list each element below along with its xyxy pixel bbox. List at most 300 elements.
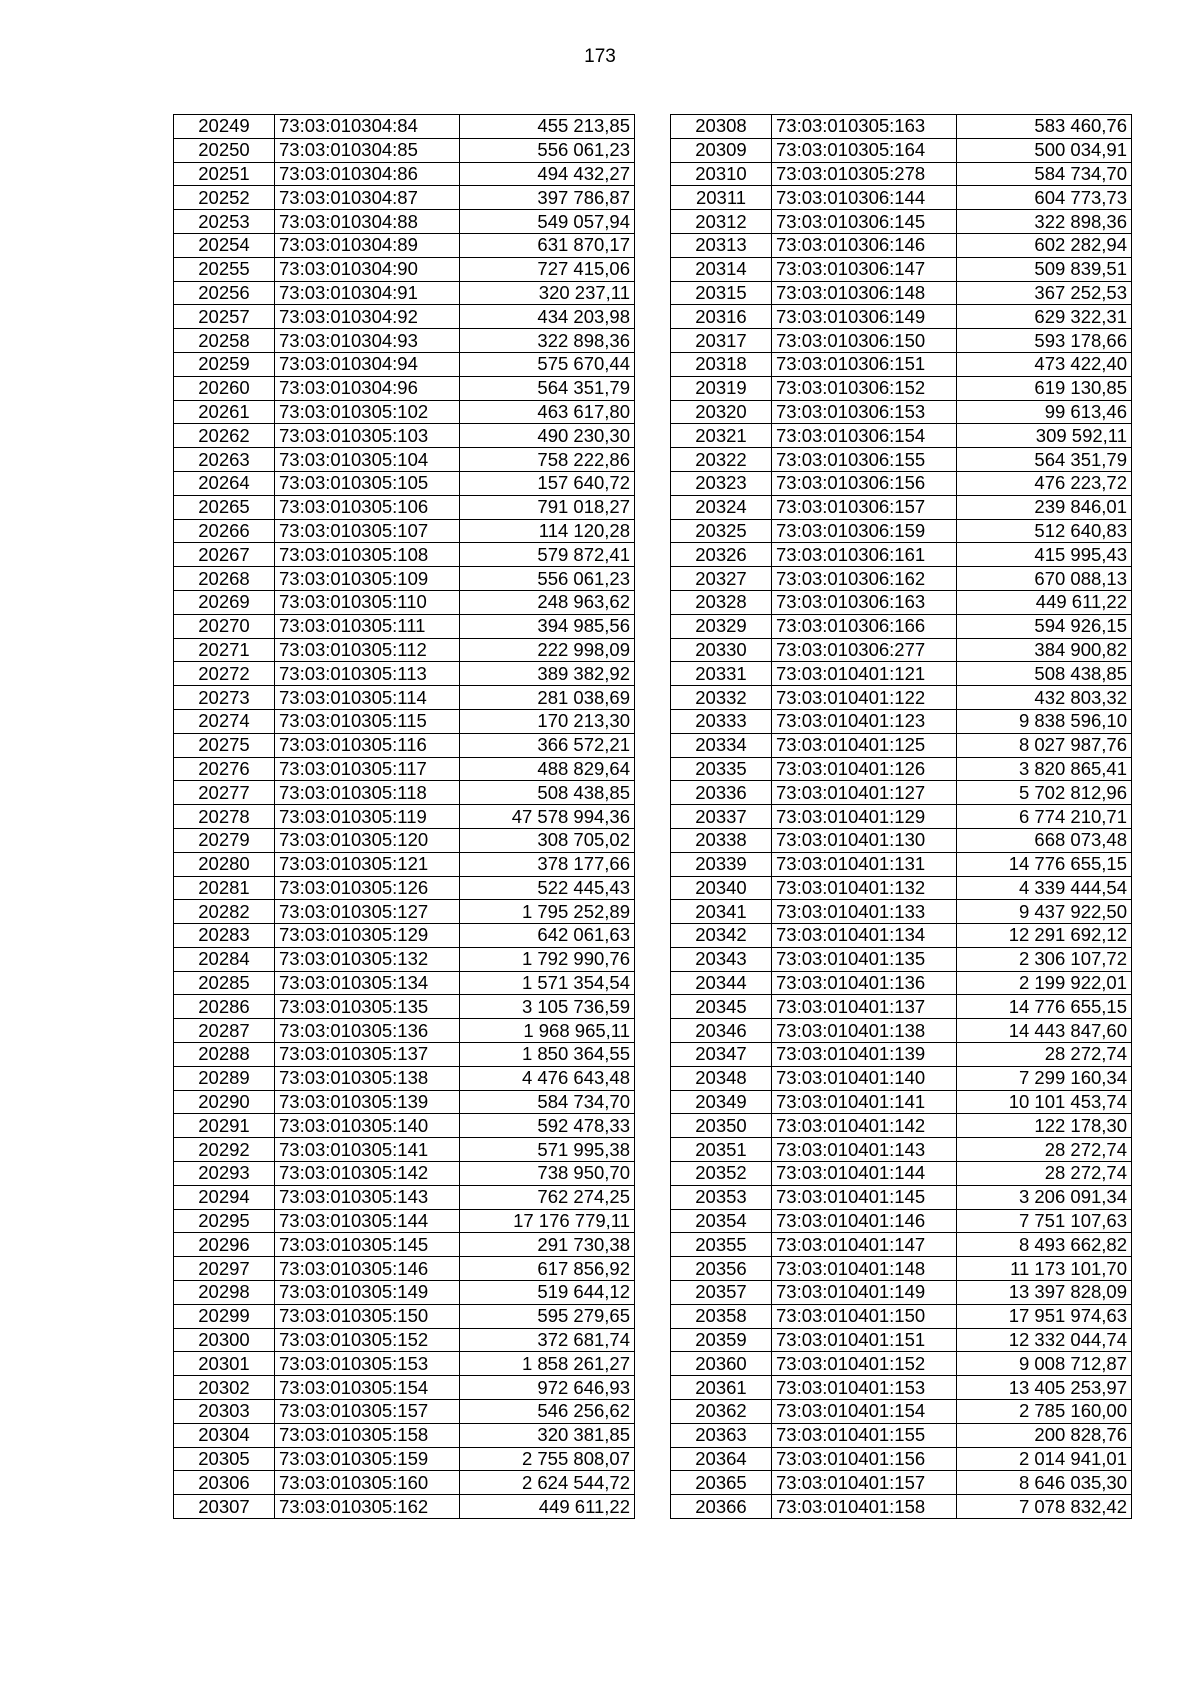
cadastral-value: 522 445,43 xyxy=(460,876,635,900)
cadastral-number: 73:03:010304:91 xyxy=(275,281,460,305)
row-number: 20250 xyxy=(174,138,275,162)
table-row xyxy=(671,1328,1132,1352)
table-row xyxy=(671,757,1132,781)
cadastral-number: 73:03:010305:152 xyxy=(275,1328,460,1352)
row-number: 20289 xyxy=(174,1066,275,1090)
cadastral-value: 476 223,72 xyxy=(957,471,1132,495)
row-number: 20290 xyxy=(174,1090,275,1114)
table-row xyxy=(174,329,635,353)
cadastral-number: 73:03:010401:148 xyxy=(772,1257,957,1281)
row-number: 20345 xyxy=(671,995,772,1019)
table-row xyxy=(671,352,1132,376)
row-number: 20347 xyxy=(671,1043,772,1067)
cadastral-value: 11 173 101,70 xyxy=(957,1257,1132,1281)
cadastral-number: 73:03:010401:136 xyxy=(772,971,957,995)
table-row xyxy=(671,1400,1132,1424)
table-row xyxy=(671,1233,1132,1257)
cadastral-number: 73:03:010401:151 xyxy=(772,1328,957,1352)
row-number: 20309 xyxy=(671,138,772,162)
cadastral-number: 73:03:010401:155 xyxy=(772,1423,957,1447)
cadastral-number: 73:03:010306:147 xyxy=(772,257,957,281)
cadastral-number: 73:03:010305:160 xyxy=(275,1471,460,1495)
row-number: 20344 xyxy=(671,971,772,995)
cadastral-number: 73:03:010305:120 xyxy=(275,828,460,852)
table-row xyxy=(174,495,635,519)
table-row xyxy=(671,543,1132,567)
row-number: 20303 xyxy=(174,1400,275,1424)
cadastral-number: 73:03:010401:125 xyxy=(772,733,957,757)
cadastral-value: 320 237,11 xyxy=(460,281,635,305)
cadastral-number: 73:03:010306:150 xyxy=(772,329,957,353)
table-row xyxy=(174,115,635,139)
cadastral-number: 73:03:010305:139 xyxy=(275,1090,460,1114)
cadastral-value: 17 951 974,63 xyxy=(957,1304,1132,1328)
cadastral-value: 8 646 035,30 xyxy=(957,1471,1132,1495)
row-number: 20277 xyxy=(174,781,275,805)
cadastral-number: 73:03:010305:135 xyxy=(275,995,460,1019)
cadastral-number: 73:03:010401:129 xyxy=(772,805,957,829)
cadastral-number: 73:03:010305:149 xyxy=(275,1281,460,1305)
table-left xyxy=(173,114,635,1519)
cadastral-number: 73:03:010306:155 xyxy=(772,448,957,472)
row-number: 20261 xyxy=(174,400,275,424)
table-row xyxy=(671,971,1132,995)
row-number: 20333 xyxy=(671,709,772,733)
row-number: 20262 xyxy=(174,424,275,448)
cadastral-number: 73:03:010305:278 xyxy=(772,162,957,186)
cadastral-number: 73:03:010305:109 xyxy=(275,567,460,591)
cadastral-value: 12 291 692,12 xyxy=(957,924,1132,948)
table-row xyxy=(671,210,1132,234)
row-number: 20338 xyxy=(671,828,772,852)
cadastral-value: 571 995,38 xyxy=(460,1138,635,1162)
cadastral-value: 490 230,30 xyxy=(460,424,635,448)
row-number: 20276 xyxy=(174,757,275,781)
row-number: 20257 xyxy=(174,305,275,329)
cadastral-value: 602 282,94 xyxy=(957,233,1132,257)
cadastral-value: 3 105 736,59 xyxy=(460,995,635,1019)
row-number: 20284 xyxy=(174,947,275,971)
cadastral-number: 73:03:010401:130 xyxy=(772,828,957,852)
row-number: 20293 xyxy=(174,1162,275,1186)
cadastral-number: 73:03:010305:134 xyxy=(275,971,460,995)
cadastral-number: 73:03:010401:126 xyxy=(772,757,957,781)
table-row xyxy=(671,1281,1132,1305)
cadastral-value: 322 898,36 xyxy=(460,329,635,353)
row-number: 20312 xyxy=(671,210,772,234)
cadastral-value: 10 101 453,74 xyxy=(957,1090,1132,1114)
table-row xyxy=(671,519,1132,543)
cadastral-value: 455 213,85 xyxy=(460,115,635,139)
cadastral-value: 3 206 091,34 xyxy=(957,1185,1132,1209)
row-number: 20340 xyxy=(671,876,772,900)
table-row xyxy=(174,471,635,495)
cadastral-number: 73:03:010306:153 xyxy=(772,400,957,424)
cadastral-number: 73:03:010306:157 xyxy=(772,495,957,519)
cadastral-number: 73:03:010306:166 xyxy=(772,614,957,638)
row-number: 20356 xyxy=(671,1257,772,1281)
cadastral-value: 593 178,66 xyxy=(957,329,1132,353)
table-row xyxy=(174,757,635,781)
table-row xyxy=(671,1043,1132,1067)
table-row xyxy=(671,638,1132,662)
table-row xyxy=(174,1447,635,1471)
cadastral-number: 73:03:010401:158 xyxy=(772,1495,957,1519)
row-number: 20323 xyxy=(671,471,772,495)
row-number: 20310 xyxy=(671,162,772,186)
cadastral-value: 28 272,74 xyxy=(957,1043,1132,1067)
cadastral-number: 73:03:010401:147 xyxy=(772,1233,957,1257)
cadastral-number: 73:03:010306:151 xyxy=(772,352,957,376)
row-number: 20315 xyxy=(671,281,772,305)
cadastral-number: 73:03:010401:127 xyxy=(772,781,957,805)
row-number: 20361 xyxy=(671,1376,772,1400)
cadastral-number: 73:03:010305:157 xyxy=(275,1400,460,1424)
table-row xyxy=(671,686,1132,710)
row-number: 20311 xyxy=(671,186,772,210)
row-number: 20266 xyxy=(174,519,275,543)
row-number: 20274 xyxy=(174,709,275,733)
row-number: 20302 xyxy=(174,1376,275,1400)
cadastral-value: 47 578 994,36 xyxy=(460,805,635,829)
row-number: 20350 xyxy=(671,1114,772,1138)
cadastral-number: 73:03:010306:156 xyxy=(772,471,957,495)
table-row xyxy=(174,1257,635,1281)
table-row xyxy=(174,709,635,733)
table-row xyxy=(174,567,635,591)
cadastral-number: 73:03:010305:158 xyxy=(275,1423,460,1447)
table-row xyxy=(671,947,1132,971)
cadastral-number: 73:03:010306:159 xyxy=(772,519,957,543)
table-row xyxy=(174,995,635,1019)
table-row xyxy=(671,1209,1132,1233)
row-number: 20305 xyxy=(174,1447,275,1471)
cadastral-number: 73:03:010305:136 xyxy=(275,1019,460,1043)
cadastral-value: 308 705,02 xyxy=(460,828,635,852)
cadastral-value: 2 014 941,01 xyxy=(957,1447,1132,1471)
table-row xyxy=(671,233,1132,257)
row-number: 20335 xyxy=(671,757,772,781)
cadastral-number: 73:03:010306:152 xyxy=(772,376,957,400)
cadastral-value: 7 751 107,63 xyxy=(957,1209,1132,1233)
table-row xyxy=(671,257,1132,281)
cadastral-value: 508 438,85 xyxy=(460,781,635,805)
table-row xyxy=(174,1400,635,1424)
row-number: 20278 xyxy=(174,805,275,829)
cadastral-value: 549 057,94 xyxy=(460,210,635,234)
table-row xyxy=(174,162,635,186)
cadastral-value: 28 272,74 xyxy=(957,1162,1132,1186)
cadastral-number: 73:03:010401:132 xyxy=(772,876,957,900)
cadastral-value: 594 926,15 xyxy=(957,614,1132,638)
table-row xyxy=(671,305,1132,329)
cadastral-value: 509 839,51 xyxy=(957,257,1132,281)
row-number: 20254 xyxy=(174,233,275,257)
cadastral-number: 73:03:010304:90 xyxy=(275,257,460,281)
cadastral-number: 73:03:010305:146 xyxy=(275,1257,460,1281)
cadastral-value: 378 177,66 xyxy=(460,852,635,876)
cadastral-number: 73:03:010305:159 xyxy=(275,1447,460,1471)
cadastral-number: 73:03:010305:143 xyxy=(275,1185,460,1209)
table-row xyxy=(671,495,1132,519)
row-number: 20330 xyxy=(671,638,772,662)
row-number: 20337 xyxy=(671,805,772,829)
cadastral-value: 9 437 922,50 xyxy=(957,900,1132,924)
cadastral-value: 575 670,44 xyxy=(460,352,635,376)
cadastral-number: 73:03:010305:104 xyxy=(275,448,460,472)
cadastral-number: 73:03:010305:138 xyxy=(275,1066,460,1090)
row-number: 20306 xyxy=(174,1471,275,1495)
row-number: 20336 xyxy=(671,781,772,805)
cadastral-number: 73:03:010305:163 xyxy=(772,115,957,139)
cadastral-value: 4 476 643,48 xyxy=(460,1066,635,1090)
cadastral-number: 73:03:010304:89 xyxy=(275,233,460,257)
cadastral-value: 631 870,17 xyxy=(460,233,635,257)
row-number: 20353 xyxy=(671,1185,772,1209)
cadastral-number: 73:03:010305:107 xyxy=(275,519,460,543)
cadastral-value: 512 640,83 xyxy=(957,519,1132,543)
row-number: 20317 xyxy=(671,329,772,353)
cadastral-number: 73:03:010306:163 xyxy=(772,590,957,614)
row-number: 20268 xyxy=(174,567,275,591)
table-row xyxy=(174,662,635,686)
cadastral-number: 73:03:010401:137 xyxy=(772,995,957,1019)
cadastral-number: 73:03:010305:141 xyxy=(275,1138,460,1162)
cadastral-value: 668 073,48 xyxy=(957,828,1132,852)
table-row xyxy=(671,924,1132,948)
row-number: 20249 xyxy=(174,115,275,139)
table-row xyxy=(671,281,1132,305)
table-row xyxy=(174,210,635,234)
cadastral-value: 122 178,30 xyxy=(957,1114,1132,1138)
row-number: 20296 xyxy=(174,1233,275,1257)
table-row xyxy=(174,1495,635,1519)
cadastral-number: 73:03:010401:134 xyxy=(772,924,957,948)
row-number: 20270 xyxy=(174,614,275,638)
cadastral-number: 73:03:010305:150 xyxy=(275,1304,460,1328)
cadastral-value: 281 038,69 xyxy=(460,686,635,710)
table-row xyxy=(174,805,635,829)
row-number: 20352 xyxy=(671,1162,772,1186)
cadastral-value: 14 776 655,15 xyxy=(957,852,1132,876)
table-row xyxy=(671,186,1132,210)
table-row xyxy=(174,233,635,257)
table-row xyxy=(174,638,635,662)
row-number: 20351 xyxy=(671,1138,772,1162)
table-row xyxy=(671,1257,1132,1281)
cadastral-value: 670 088,13 xyxy=(957,567,1132,591)
table-row xyxy=(671,900,1132,924)
cadastral-number: 73:03:010305:153 xyxy=(275,1352,460,1376)
cadastral-number: 73:03:010305:102 xyxy=(275,400,460,424)
cadastral-number: 73:03:010401:131 xyxy=(772,852,957,876)
table-row xyxy=(174,1043,635,1067)
cadastral-value: 9 838 596,10 xyxy=(957,709,1132,733)
table-row xyxy=(671,781,1132,805)
row-number: 20366 xyxy=(671,1495,772,1519)
cadastral-number: 73:03:010401:144 xyxy=(772,1162,957,1186)
cadastral-number: 73:03:010305:117 xyxy=(275,757,460,781)
table-row xyxy=(174,1352,635,1376)
cadastral-number: 73:03:010306:146 xyxy=(772,233,957,257)
cadastral-value: 320 381,85 xyxy=(460,1423,635,1447)
cadastral-value: 2 306 107,72 xyxy=(957,947,1132,971)
cadastral-value: 556 061,23 xyxy=(460,138,635,162)
cadastral-value: 384 900,82 xyxy=(957,638,1132,662)
cadastral-value: 494 432,27 xyxy=(460,162,635,186)
cadastral-value: 583 460,76 xyxy=(957,115,1132,139)
cadastral-value: 519 644,12 xyxy=(460,1281,635,1305)
cadastral-number: 73:03:010305:137 xyxy=(275,1043,460,1067)
row-number: 20288 xyxy=(174,1043,275,1067)
cadastral-number: 73:03:010401:156 xyxy=(772,1447,957,1471)
row-number: 20300 xyxy=(174,1328,275,1352)
cadastral-value: 397 786,87 xyxy=(460,186,635,210)
row-number: 20258 xyxy=(174,329,275,353)
cadastral-number: 73:03:010304:94 xyxy=(275,352,460,376)
cadastral-number: 73:03:010401:149 xyxy=(772,1281,957,1305)
row-number: 20364 xyxy=(671,1447,772,1471)
table-row xyxy=(671,1376,1132,1400)
row-number: 20320 xyxy=(671,400,772,424)
row-number: 20329 xyxy=(671,614,772,638)
table-row xyxy=(174,257,635,281)
row-number: 20324 xyxy=(671,495,772,519)
table-row xyxy=(174,1304,635,1328)
table-row xyxy=(671,1423,1132,1447)
table-row xyxy=(671,1447,1132,1471)
table-row xyxy=(174,1471,635,1495)
cadastral-number: 73:03:010401:143 xyxy=(772,1138,957,1162)
row-number: 20252 xyxy=(174,186,275,210)
table-row xyxy=(174,590,635,614)
table-row xyxy=(671,709,1132,733)
cadastral-number: 73:03:010304:84 xyxy=(275,115,460,139)
cadastral-value: 584 734,70 xyxy=(957,162,1132,186)
row-number: 20269 xyxy=(174,590,275,614)
cadastral-value: 1 858 261,27 xyxy=(460,1352,635,1376)
row-number: 20316 xyxy=(671,305,772,329)
cadastral-value: 367 252,53 xyxy=(957,281,1132,305)
cadastral-number: 73:03:010306:144 xyxy=(772,186,957,210)
row-number: 20291 xyxy=(174,1114,275,1138)
cadastral-value: 564 351,79 xyxy=(957,448,1132,472)
row-number: 20260 xyxy=(174,376,275,400)
table-row xyxy=(174,686,635,710)
cadastral-value: 8 027 987,76 xyxy=(957,733,1132,757)
row-number: 20279 xyxy=(174,828,275,852)
table-row xyxy=(671,733,1132,757)
row-number: 20325 xyxy=(671,519,772,543)
row-number: 20275 xyxy=(174,733,275,757)
cadastral-value: 449 611,22 xyxy=(957,590,1132,614)
cadastral-value: 762 274,25 xyxy=(460,1185,635,1209)
table-row xyxy=(671,424,1132,448)
cadastral-value: 415 995,43 xyxy=(957,543,1132,567)
row-number: 20331 xyxy=(671,662,772,686)
table-row xyxy=(174,781,635,805)
table-row xyxy=(174,519,635,543)
cadastral-number: 73:03:010305:129 xyxy=(275,924,460,948)
cadastral-value: 463 617,80 xyxy=(460,400,635,424)
table-row xyxy=(174,400,635,424)
cadastral-value: 2 624 544,72 xyxy=(460,1471,635,1495)
row-number: 20272 xyxy=(174,662,275,686)
cadastral-value: 309 592,11 xyxy=(957,424,1132,448)
cadastral-value: 200 828,76 xyxy=(957,1423,1132,1447)
cadastral-value: 372 681,74 xyxy=(460,1328,635,1352)
row-number: 20314 xyxy=(671,257,772,281)
cadastral-value: 366 572,21 xyxy=(460,733,635,757)
cadastral-value: 619 130,85 xyxy=(957,376,1132,400)
table-row xyxy=(671,138,1132,162)
cadastral-number: 73:03:010304:96 xyxy=(275,376,460,400)
cadastral-number: 73:03:010401:157 xyxy=(772,1471,957,1495)
cadastral-number: 73:03:010306:162 xyxy=(772,567,957,591)
cadastral-value: 7 078 832,42 xyxy=(957,1495,1132,1519)
row-number: 20297 xyxy=(174,1257,275,1281)
row-number: 20343 xyxy=(671,947,772,971)
row-number: 20299 xyxy=(174,1304,275,1328)
row-number: 20321 xyxy=(671,424,772,448)
cadastral-value: 99 613,46 xyxy=(957,400,1132,424)
cadastral-number: 73:03:010306:145 xyxy=(772,210,957,234)
cadastral-number: 73:03:010401:121 xyxy=(772,662,957,686)
cadastral-value: 13 397 828,09 xyxy=(957,1281,1132,1305)
cadastral-number: 73:03:010401:133 xyxy=(772,900,957,924)
table-row xyxy=(174,1114,635,1138)
row-number: 20267 xyxy=(174,543,275,567)
row-number: 20355 xyxy=(671,1233,772,1257)
row-number: 20307 xyxy=(174,1495,275,1519)
cadastral-value: 629 322,31 xyxy=(957,305,1132,329)
table-row xyxy=(174,852,635,876)
cadastral-value: 9 008 712,87 xyxy=(957,1352,1132,1376)
cadastral-value: 13 405 253,97 xyxy=(957,1376,1132,1400)
cadastral-number: 73:03:010401:138 xyxy=(772,1019,957,1043)
cadastral-number: 73:03:010401:122 xyxy=(772,686,957,710)
table-row xyxy=(174,1019,635,1043)
table-row xyxy=(671,376,1132,400)
table-row xyxy=(671,1495,1132,1519)
cadastral-value: 248 963,62 xyxy=(460,590,635,614)
cadastral-number: 73:03:010401:123 xyxy=(772,709,957,733)
cadastral-number: 73:03:010305:164 xyxy=(772,138,957,162)
cadastral-value: 291 730,38 xyxy=(460,1233,635,1257)
cadastral-value: 8 493 662,82 xyxy=(957,1233,1132,1257)
cadastral-number: 73:03:010305:145 xyxy=(275,1233,460,1257)
cadastral-value: 604 773,73 xyxy=(957,186,1132,210)
row-number: 20308 xyxy=(671,115,772,139)
cadastral-number: 73:03:010305:106 xyxy=(275,495,460,519)
row-number: 20287 xyxy=(174,1019,275,1043)
cadastral-value: 222 998,09 xyxy=(460,638,635,662)
row-number: 20280 xyxy=(174,852,275,876)
cadastral-number: 73:03:010305:140 xyxy=(275,1114,460,1138)
cadastral-value: 546 256,62 xyxy=(460,1400,635,1424)
table-row xyxy=(671,329,1132,353)
row-number: 20319 xyxy=(671,376,772,400)
table-row xyxy=(671,1114,1132,1138)
table-row xyxy=(671,567,1132,591)
table-row xyxy=(174,924,635,948)
cadastral-value: 449 611,22 xyxy=(460,1495,635,1519)
cadastral-number: 73:03:010306:148 xyxy=(772,281,957,305)
row-number: 20341 xyxy=(671,900,772,924)
cadastral-value: 17 176 779,11 xyxy=(460,1209,635,1233)
table-right xyxy=(670,114,1132,1519)
cadastral-value: 157 640,72 xyxy=(460,471,635,495)
